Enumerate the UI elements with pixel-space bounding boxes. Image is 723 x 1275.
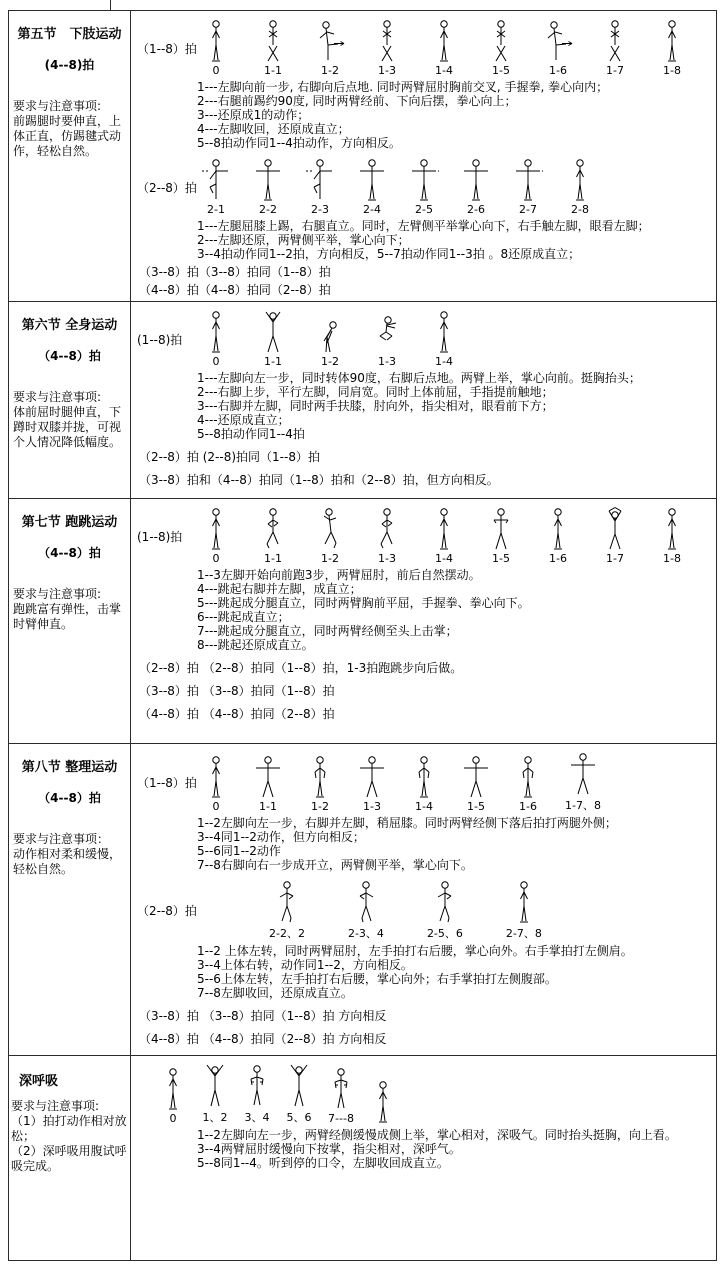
stick-figure-svg [258, 19, 288, 63]
beat-label: (1--8)拍 [137, 529, 183, 544]
stick-figure [409, 158, 439, 216]
stick-figure [348, 880, 384, 941]
stick-figure [253, 158, 283, 216]
step-line: 8---跳起还原成直立。 [197, 638, 314, 652]
stick-figure [657, 19, 687, 77]
stick-figure-svg [201, 755, 231, 799]
notes-line: 前踢腿时要伸直，上体正直，仿踢毽式动作，轻松自然。 [13, 114, 122, 158]
stick-figure [506, 880, 542, 941]
figure-label: 0 [169, 1112, 177, 1125]
stick-figure [461, 755, 491, 813]
step-line: 3--4上体右转，动作同1--2，方向相反。 [197, 958, 413, 972]
stick-figure-svg [272, 880, 302, 924]
stick-figure [357, 158, 387, 216]
stick-figure [258, 19, 288, 77]
stick-figure-svg [315, 507, 345, 551]
stick-figure [372, 19, 402, 77]
stick-figure-svg [284, 1064, 314, 1108]
stick-figure-svg [158, 1067, 188, 1111]
stick-figure-svg [201, 310, 231, 354]
notes-line: 动作相对柔和缓慢，轻松自然。 [13, 847, 122, 876]
figure-label: 0 [212, 355, 220, 368]
figure-label: 2-3 [311, 203, 329, 216]
stick-figure [409, 755, 439, 813]
section-header-cell [9, 1056, 131, 1260]
figure-label: 1-5 [492, 64, 510, 77]
stick-figure-svg [258, 507, 288, 551]
beat-label: （1--8）拍 [137, 41, 197, 56]
stick-figure-svg [509, 880, 539, 924]
stick-figure [368, 1080, 398, 1125]
figure-row [137, 880, 710, 941]
beat-label: （2--8）拍 [137, 904, 197, 918]
figure-label: 2-5 [415, 203, 433, 216]
stick-figure-svg [657, 507, 687, 551]
stick-figure [242, 1064, 272, 1125]
section-beats: （4--8）拍 [38, 791, 101, 805]
section-beats: （4--8）拍 [38, 349, 101, 363]
stick-figure [657, 507, 687, 565]
figure-label: 3、4 [244, 1111, 270, 1124]
figure-label: 1-3 [363, 800, 381, 813]
step-line: 1---左腿屈膝上踢，右腿直立。同时，左臂侧平举掌心向下，右手触左脚，眼看左脚； [197, 219, 650, 233]
figure-label: 1-4 [435, 64, 453, 77]
figure-label: 1-8 [663, 64, 681, 77]
figure-label: 2-7 [519, 203, 537, 216]
stick-figure-svg [513, 158, 543, 202]
stick-figure-svg [357, 158, 387, 202]
combination-line: （4--8）拍 （4--8）拍同（2--8）拍 [139, 707, 335, 721]
step-line: 5--6同1--2动作 [197, 844, 281, 858]
figures-strip [201, 310, 459, 368]
figure-label: 1-2 [311, 800, 329, 813]
stick-figure-svg [430, 880, 460, 924]
figure-label: 1-7 [606, 552, 624, 565]
beat-label: (1--8)拍 [137, 332, 183, 347]
section-3 [9, 499, 716, 744]
figure-label: 2-5、6 [426, 927, 463, 940]
combination-line: （4--8）拍（4--8）拍同（2--8）拍 [139, 283, 331, 297]
stick-figure-svg [600, 507, 630, 551]
stick-figure [513, 158, 543, 216]
stick-figure [201, 310, 231, 368]
step-line: 1--2 上体左转，同时两臂屈肘，左手拍打右后腰，掌心向外。右手掌拍打左侧肩。 [197, 944, 633, 958]
section-5 [9, 1056, 716, 1260]
figure-label: 1-6 [519, 800, 537, 813]
steps-block [197, 219, 710, 261]
figure-label: 0 [212, 800, 220, 813]
stick-figure [429, 507, 459, 565]
stick-figure-svg [326, 1067, 356, 1111]
step-line: 7---跳起成分腿直立，同时两臂经侧至头上击掌； [197, 624, 458, 638]
stick-figure [600, 507, 630, 565]
notes-title: 要求与注意事项: [13, 390, 102, 404]
section-4 [9, 744, 716, 1056]
stick-figure [600, 19, 630, 77]
notes-title: 要求与注意事项: [13, 587, 102, 601]
stick-figure-svg [409, 158, 439, 202]
section-body-cell [131, 1056, 716, 1260]
figure-label: 1-5 [467, 800, 485, 813]
stick-figure [201, 19, 231, 77]
figure-label: 5、6 [286, 1111, 312, 1124]
stick-figure-svg [568, 752, 598, 796]
step-line: 3---右脚并左脚，同时两手扶膝，肘向外，指尖相对，眼看前下方； [197, 399, 554, 413]
figure-label: 1-3 [378, 552, 396, 565]
stick-figure-svg [565, 158, 595, 202]
steps-block [197, 1128, 710, 1170]
stick-figure-svg [253, 158, 283, 202]
steps-block [197, 816, 710, 872]
stick-figure [486, 19, 516, 77]
figure-label: 2-2 [259, 203, 277, 216]
step-line: 5---跳起成分腿直立，同时两臂胸前平屈，手握拳、拳心向下。 [197, 596, 530, 610]
step-line: 2---右脚上步，平行左脚，同肩宽。同时上体前屈，手指提前触地； [197, 385, 554, 399]
figure-label: 1-1 [264, 64, 282, 77]
stick-figure-svg [351, 880, 381, 924]
stick-figure [461, 158, 491, 216]
step-line: 5--6上体左转，左手拍打右后腰，掌心向外；右手掌拍打左侧腹部。 [197, 972, 557, 986]
stick-figure-svg [201, 158, 231, 202]
figure-label: 2-3、4 [347, 927, 384, 940]
stick-figure-svg [315, 310, 345, 354]
beat-label: （2--8）拍 [137, 180, 197, 195]
figure-label: 1-1 [259, 800, 277, 813]
figures-strip [269, 880, 542, 941]
stick-figure [429, 310, 459, 368]
stick-figure [326, 1067, 356, 1125]
section-title: 深呼吸 [19, 1074, 59, 1089]
section-title: 第五节 下肢运动 [17, 27, 122, 42]
step-line: 1--2左脚向左一步，两臂经侧缓慢成侧上举，掌心相对，深吸气。同时抬头挺胸，向上看。 [197, 1128, 677, 1142]
notes-title: 要求与注意事项: [13, 99, 102, 113]
stick-figure [305, 755, 335, 813]
figure-label: 1-2 [321, 355, 339, 368]
step-line: 3--4拍动作同1--2拍，方向相反，5--7拍动作同1--3拍 。8还原成直立； [197, 247, 581, 261]
section-body-cell [131, 302, 716, 498]
stick-figure-svg [513, 755, 543, 799]
figure-label: 1-3 [378, 64, 396, 77]
section-body-cell [131, 499, 716, 743]
stick-figure [357, 755, 387, 813]
stick-figure [269, 880, 305, 941]
section-title: 第七节 跑跳运动 [21, 515, 118, 530]
combination-line: （2--8）拍 （2--8）拍同（1--8）拍，1-3拍跑跳步向后做。 [139, 661, 463, 675]
section-body-cell [131, 744, 716, 1055]
stick-figure [372, 507, 402, 565]
step-line: 7--8左脚收回，还原成直立。 [197, 986, 353, 1000]
step-line: 2---左脚还原，两臂侧平举，掌心向下； [197, 233, 410, 247]
stick-figure-svg [368, 1080, 398, 1124]
combination-line: （3--8）拍 （3--8）拍同（1--8）拍 方向相反 [139, 1009, 387, 1023]
stick-figure-svg [372, 19, 402, 63]
step-line: 1---左脚向前一步, 右脚向后点地. 同时两臂屈肘胸前交叉, 手握拳, 拳心向内； [197, 80, 609, 94]
figure-label: 2-2、2 [269, 927, 305, 940]
steps-block [197, 944, 710, 1000]
section-2 [9, 302, 716, 499]
stick-figure [201, 158, 231, 216]
stick-figure [158, 1067, 188, 1125]
figure-label: 1-5 [492, 552, 510, 565]
step-line: 1--3左脚开始向前跑3步，两臂屈肘，前后自然摆动。 [197, 568, 481, 582]
step-line: 5--8拍动作同1--4拍 [197, 427, 305, 441]
stick-figure-svg [258, 310, 288, 354]
stick-figure [315, 507, 345, 565]
stick-figure-svg [305, 158, 335, 202]
figures-strip [201, 507, 687, 565]
stick-figure-svg [429, 310, 459, 354]
step-line: 2---右腿前踢约90度, 同时两臂经前、下向后摆，拳心向上； [197, 94, 517, 108]
stick-figure-svg [600, 19, 630, 63]
figure-label: 0 [212, 64, 220, 77]
figure-label: 2-8 [571, 203, 589, 216]
stick-figure [486, 507, 516, 565]
section-title: 第八节 整理运动 [21, 760, 118, 775]
stick-figure [543, 19, 573, 77]
figure-label: 1-4 [415, 800, 433, 813]
step-line: 5--8同1--4。听到停的口令，左脚收回成直立。 [197, 1156, 449, 1170]
notes-title: 要求与注意事项: [11, 1099, 100, 1113]
figure-label: 2-6 [467, 203, 485, 216]
section-beats: （4--8）拍 [38, 546, 101, 560]
stick-figure-svg [253, 755, 283, 799]
step-line: 6---跳起成直立； [197, 610, 290, 624]
figure-row [137, 158, 710, 216]
stick-figure [315, 310, 345, 368]
figure-label: 1-4 [435, 355, 453, 368]
stick-figure-svg [461, 755, 491, 799]
figure-label: 1-2 [321, 64, 339, 77]
stick-figure-svg [486, 19, 516, 63]
stick-figure [284, 1064, 314, 1125]
figures-strip [201, 158, 595, 216]
steps-block [197, 568, 710, 652]
figure-label: 2-4 [363, 203, 381, 216]
notes-line: 跑跳富有弹性，击掌时臂伸直。 [13, 602, 122, 631]
combination-line: （3--8）拍 （3--8）拍同（1--8）拍 [139, 684, 335, 698]
stick-figure-svg [305, 755, 335, 799]
section-body-cell [131, 11, 716, 301]
combination-line: （3--8）拍和（4--8）拍同（1--8）拍和（2--8）拍，但方向相反。 [139, 473, 499, 487]
stick-figure [201, 507, 231, 565]
section-1 [9, 11, 716, 302]
figures-strip [201, 19, 687, 77]
section-header-cell [9, 499, 131, 743]
stick-figure-svg [486, 507, 516, 551]
stick-figure [305, 158, 335, 216]
stick-figure [429, 19, 459, 77]
stick-figure [258, 310, 288, 368]
stick-figure [565, 158, 595, 216]
step-line: 7--8右脚向右一步成开立，两臂侧平举，掌心向下。 [197, 858, 473, 872]
stick-figure-svg [461, 158, 491, 202]
stick-figure [543, 507, 573, 565]
figure-label: 1-7、8 [565, 799, 601, 812]
step-line: 1--2左脚向左一步，右脚并左脚，稍屈膝。同时两臂经侧下落后拍打两腿外侧； [197, 816, 617, 830]
stick-figure-svg [543, 507, 573, 551]
figure-label: 1-4 [435, 552, 453, 565]
step-line: 4---跳起右脚并左脚，成直立； [197, 582, 362, 596]
stick-figure [200, 1064, 230, 1125]
step-line: 3--4两臂屈肘缓慢向下按掌，指尖相对，深呼气。 [197, 1142, 461, 1156]
section-header-cell [9, 11, 131, 301]
figure-row [137, 1064, 710, 1125]
stick-figure [201, 755, 231, 813]
beat-label: （1--8）拍 [137, 776, 197, 790]
stick-figure [513, 755, 543, 813]
stick-figure-svg [315, 19, 345, 63]
figures-strip [201, 752, 601, 813]
notes-line: 体前屈时腿伸直，下蹲时双膝并拢，可视个人情况降低幅度。 [13, 405, 122, 449]
stick-figure [258, 507, 288, 565]
step-line: 5--8拍动作同1--4拍动作，方向相反。 [197, 136, 401, 150]
stick-figure-svg [201, 19, 231, 63]
stick-figure-svg [429, 507, 459, 551]
figure-label: 1-6 [549, 64, 567, 77]
figure-row [137, 310, 710, 368]
notes-title: 要求与注意事项： [13, 832, 110, 846]
combination-line: （3--8）拍（3--8）拍同（1--8）拍 [139, 265, 331, 279]
figure-label: 1、2 [202, 1111, 228, 1124]
exercise-table [8, 10, 717, 1261]
stick-figure-svg [201, 507, 231, 551]
step-line: 1---左脚向左一步，同时转体90度，右脚后点地。两臂上举，掌心向前。挺胸抬头； [197, 371, 641, 385]
notes-line: （1）拍打动作相对放松； [11, 1114, 127, 1143]
stick-figure [372, 310, 402, 368]
stick-figure [253, 755, 283, 813]
figure-label: 7---8 [328, 1112, 354, 1125]
stick-figure-svg [657, 19, 687, 63]
section-title: 第六节 全身运动 [21, 318, 118, 333]
figure-label: 1-8 [663, 552, 681, 565]
figure-row [137, 19, 710, 77]
stick-figure-svg [409, 755, 439, 799]
stick-figure [315, 19, 345, 77]
step-line: 3--4同1--2动作，但方向相反； [197, 830, 365, 844]
figure-label: 1-2 [321, 552, 339, 565]
stick-figure-svg [200, 1064, 230, 1108]
figure-label: 0 [212, 552, 220, 565]
stick-figure-svg [357, 755, 387, 799]
figure-label: 2-1 [207, 203, 225, 216]
combination-line: （2--8）拍 (2--8)拍同（1--8）拍 [139, 450, 320, 464]
figure-label: 1-3 [378, 355, 396, 368]
stick-figure-svg [372, 507, 402, 551]
stick-figure [427, 880, 463, 941]
combination-line: （4--8）拍 （4--8）拍同（2--8）拍 方向相反 [139, 1032, 387, 1046]
step-line: 3---还原成1的动作； [197, 108, 310, 122]
steps-block [197, 80, 710, 150]
steps-block [197, 371, 710, 441]
figure-label: 1-7 [606, 64, 624, 77]
section-header-cell [9, 302, 131, 498]
section-beats: (4--8)拍 [44, 58, 95, 72]
stick-figure [565, 752, 601, 813]
stick-figure-svg [372, 310, 402, 354]
stick-figure-svg [242, 1064, 272, 1108]
figure-row [137, 507, 710, 565]
figures-strip [158, 1064, 398, 1125]
step-line: 4---左脚收回，还原成直立； [197, 122, 350, 136]
section-header-cell [9, 744, 131, 1055]
figure-row [137, 752, 710, 813]
figure-label: 1-6 [549, 552, 567, 565]
figure-label: 2-7、8 [505, 927, 542, 940]
step-line: 4---还原成直立； [197, 413, 290, 427]
figure-label: 1-1 [264, 552, 282, 565]
stick-figure-svg [429, 19, 459, 63]
stick-figure-svg [543, 19, 573, 63]
figure-label: 1-1 [264, 355, 282, 368]
notes-line: （2）深呼吸用腹试呼吸完成。 [11, 1144, 127, 1173]
